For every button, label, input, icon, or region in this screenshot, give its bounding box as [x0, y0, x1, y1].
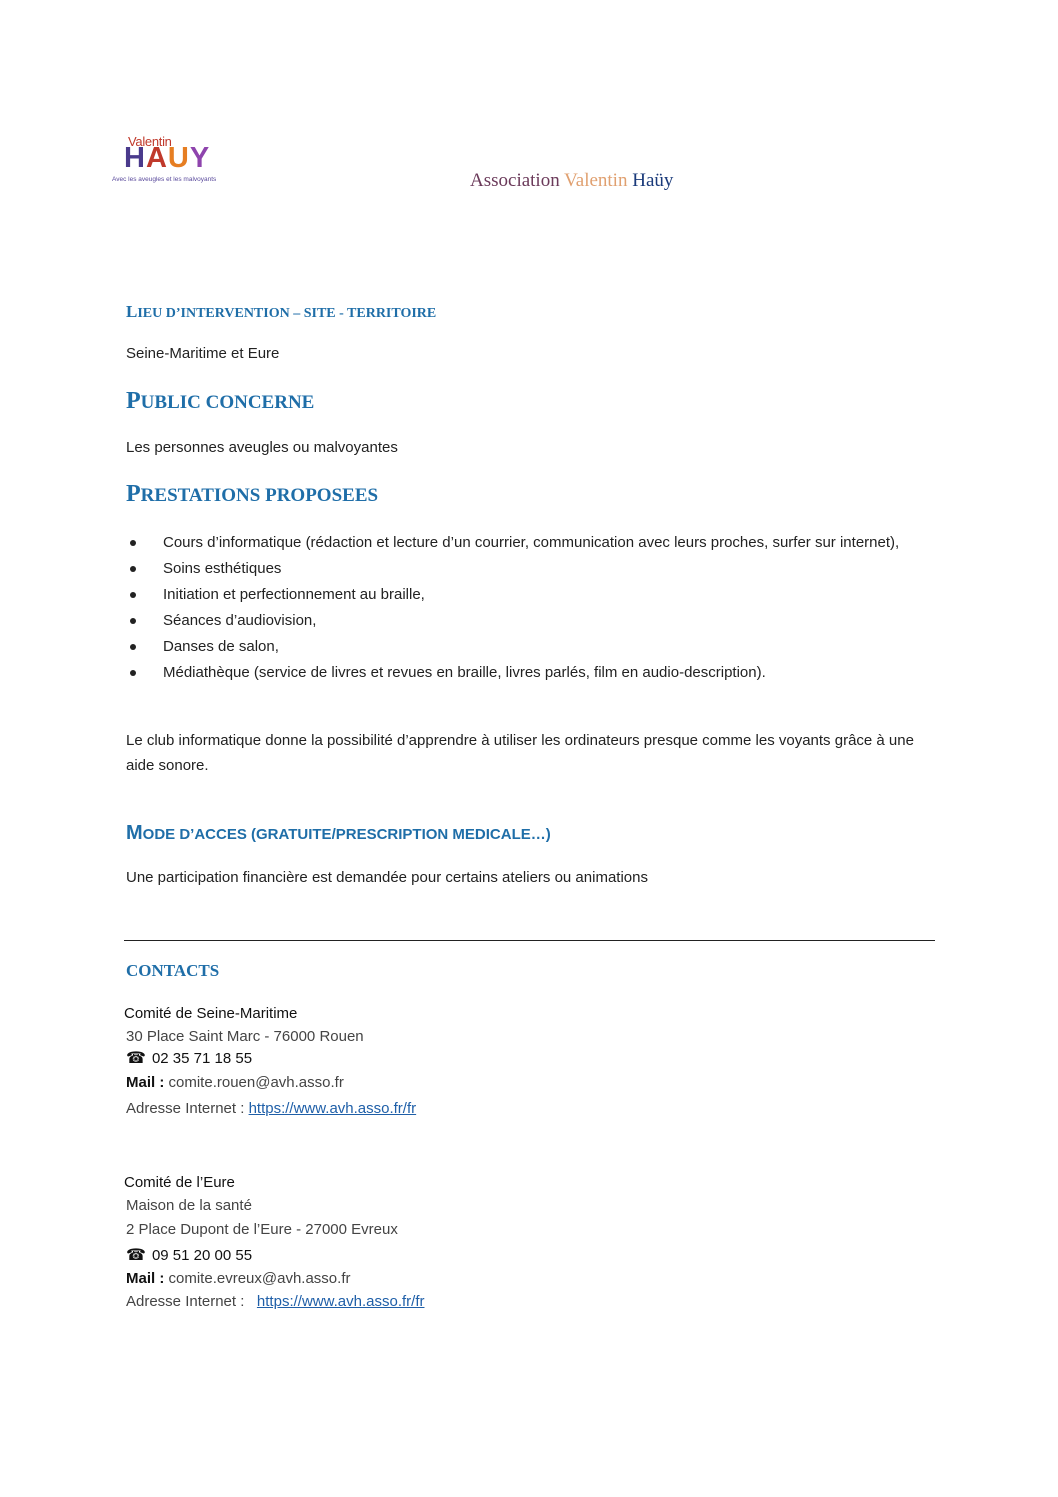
- logo-letter-y: Y: [189, 142, 211, 174]
- prestations-heading-rest: RESTATIONS PROPOSEES: [140, 485, 379, 506]
- contact2-web-link[interactable]: https://www.avh.asso.fr/fr: [256, 1293, 425, 1310]
- assoc-word-3: Haüy: [632, 170, 674, 191]
- prestations-list: [126, 530, 916, 686]
- contact2-mail-address: comite.evreux@avh.asso.fr: [168, 1270, 351, 1287]
- contact2-name: Comité de l’Eure: [124, 1174, 235, 1191]
- contact1-address: 30 Place Saint Marc - 76000 Rouen: [126, 1028, 364, 1045]
- contact1-mail-address: comite.rouen@avh.asso.fr: [168, 1074, 344, 1091]
- lieu-text: Seine-Maritime et Eure: [126, 345, 280, 362]
- phone-icon: ☎: [126, 1050, 146, 1067]
- lieu-heading: [126, 302, 436, 322]
- contact1-mail-label: Mail :: [126, 1074, 165, 1091]
- logo: [110, 134, 220, 188]
- logo-letter-h: H: [124, 142, 146, 174]
- lieu-heading-rest: IEU D’INTERVENTION – SITE - TERRITOIRE: [137, 306, 437, 321]
- contact1-phone: [126, 1048, 252, 1068]
- list-item: Cours d’informatique (rédaction et lecture d’un courrier, communication avec leurs proches, surfer sur internet),: [126, 530, 916, 555]
- contact1-web-link[interactable]: https://www.avh.asso.fr/fr: [248, 1100, 417, 1117]
- contact2-phone-number: 09 51 20 00 55: [151, 1247, 253, 1264]
- divider: [124, 940, 935, 941]
- contact2-mail: [126, 1270, 350, 1287]
- public-heading-rest: UBLIC CONCERNE: [140, 392, 315, 413]
- prestations-heading: [126, 481, 378, 508]
- contact1-web-label: Adresse Internet :: [126, 1100, 245, 1117]
- mode-heading-initial: M: [126, 822, 143, 844]
- logo-hauy: [124, 142, 210, 174]
- mode-heading: [126, 822, 551, 845]
- list-item: Initiation et perfectionnement au braille,: [126, 582, 916, 607]
- assoc-word-2: Valentin: [564, 170, 628, 191]
- contact2-mail-label: Mail :: [126, 1270, 165, 1287]
- contact2-web-label: Adresse Internet :: [126, 1293, 245, 1310]
- logo-tagline: Avec les aveugles et les malvoyants: [112, 176, 217, 183]
- list-item: Danses de salon,: [126, 634, 916, 659]
- contact2-address2: 2 Place Dupont de l’Eure - 27000 Evreux: [126, 1221, 398, 1238]
- lieu-heading-initial: L: [126, 302, 138, 321]
- public-heading: [126, 388, 314, 415]
- public-heading-initial: P: [126, 388, 141, 414]
- contact1-mail: [126, 1074, 344, 1091]
- logo-letter-a: A: [145, 142, 168, 174]
- logo-letter-u: U: [167, 142, 190, 174]
- contact2-address1: Maison de la santé: [126, 1197, 252, 1214]
- association-title: [470, 170, 673, 192]
- prestations-heading-initial: P: [126, 481, 141, 507]
- prestations-paragraph: Le club informatique donne la possibilité d’apprendre à utiliser les ordinateurs presque comme les voyants grâce à une aide sonore.: [126, 732, 914, 774]
- contact2-phone: [126, 1245, 252, 1265]
- contacts-heading: CONTACTS: [126, 961, 220, 980]
- phone-icon: ☎: [126, 1247, 146, 1264]
- list-item: Séances d’audiovision,: [126, 608, 916, 633]
- assoc-word-1: Association: [470, 170, 560, 191]
- contact2-web: [126, 1293, 424, 1310]
- list-item: Soins esthétiques: [126, 556, 916, 581]
- contact1-phone-number: 02 35 71 18 55: [151, 1050, 253, 1067]
- contact1-name: Comité de Seine-Maritime: [124, 1005, 298, 1022]
- mode-text: Une participation financière est demandée pour certains ateliers ou animations: [126, 869, 648, 886]
- list-item: Médiathèque (service de livres et revues en braille, livres parlés, film en audio-description).: [126, 660, 916, 685]
- public-text: Les personnes aveugles ou malvoyantes: [126, 439, 398, 456]
- logo-valentin: Valentin: [128, 134, 172, 149]
- contact1-web: [126, 1100, 416, 1117]
- mode-heading-rest: ODE D’ACCES (GRATUITE/PRESCRIPTION MEDICALE…): [142, 826, 551, 843]
